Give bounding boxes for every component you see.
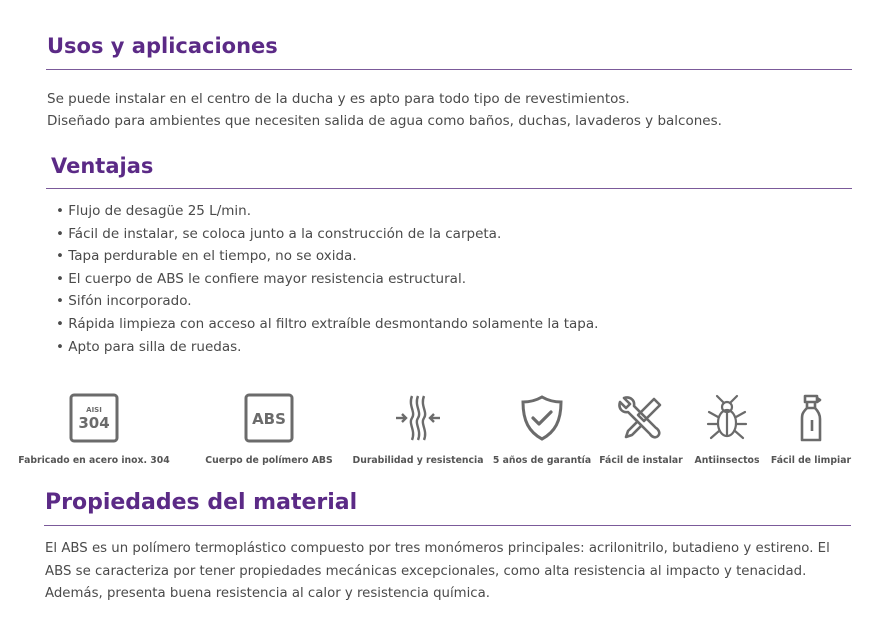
- feature-insects: [694, 393, 760, 466]
- features-row: [18, 393, 854, 473]
- material-line-3: Además, presenta buena resistencia al calor y resistencia química.: [45, 586, 490, 601]
- advantages-list: [56, 200, 856, 358]
- durability-icon: [393, 393, 443, 443]
- feature-warranty: [492, 393, 592, 466]
- uses-divider: [46, 69, 852, 70]
- feature-durability: [352, 393, 484, 466]
- feature-steel: [18, 393, 170, 466]
- badge-top: AISI: [86, 406, 102, 414]
- advantages-section: [51, 154, 851, 178]
- advantage-item: • El cuerpo de ABS le confiere mayor resistencia estructural.: [56, 268, 856, 291]
- advantage-item: • Rápida limpieza con acceso al filtro extraíble desmontando solamente la tapa.: [56, 313, 856, 336]
- steel-304-icon: [69, 393, 119, 443]
- spray-bottle-icon: [786, 393, 836, 443]
- bug-icon: [702, 393, 752, 443]
- feature-cleaning: [770, 393, 852, 466]
- feature-label: Fácil de instalar: [599, 455, 683, 466]
- material-section: [45, 490, 855, 515]
- badge-main: 304: [78, 414, 110, 432]
- feature-label: 5 años de garantía: [492, 455, 592, 466]
- feature-install: [599, 393, 683, 466]
- uses-line-2: Diseñado para ambientes que necesiten salida de agua como baños, duchas, lavaderos y balcones.: [47, 112, 722, 129]
- feature-label: Antiinsectos: [694, 455, 760, 466]
- tools-icon: [616, 393, 666, 443]
- abs-icon: [244, 393, 294, 443]
- material-title: Propiedades del material: [45, 490, 358, 515]
- advantage-item: • Fácil de instalar, se coloca junto a la construcción de la carpeta.: [56, 223, 856, 246]
- advantages-title: Ventajas: [51, 154, 154, 178]
- feature-abs: [205, 393, 333, 466]
- uses-body: [47, 89, 857, 132]
- feature-label: Durabilidad y resistencia: [352, 455, 484, 466]
- advantage-item: • Apto para silla de ruedas.: [56, 336, 856, 359]
- advantage-item: • Tapa perdurable en el tiempo, no se oxida.: [56, 245, 856, 268]
- shield-check-icon: [517, 393, 567, 443]
- material-divider: [44, 525, 851, 526]
- uses-line-1: Se puede instalar en el centro de la ducha y es apto para todo tipo de revestimientos.: [47, 91, 630, 107]
- feature-label: Fabricado en acero inox. 304: [18, 455, 170, 466]
- advantages-divider: [46, 188, 852, 189]
- advantages-body: [56, 200, 856, 358]
- material-line-1: El ABS es un polímero termoplástico compuesto por tres monómeros principales: acrilonitrilo, butadieno y estireno. El: [45, 541, 830, 556]
- advantage-item: • Flujo de desagüe 25 L/min.: [56, 200, 856, 223]
- feature-label: Cuerpo de polímero ABS: [205, 455, 333, 466]
- uses-title: Usos y aplicaciones: [47, 34, 278, 58]
- material-body: [45, 538, 860, 606]
- badge-main: ABS: [252, 410, 286, 428]
- feature-label: Fácil de limpiar: [770, 455, 852, 466]
- material-line-2: ABS se caracteriza por tener propiedades mecánicas excepcionales, como alta resistencia al impacto y tenacidad.: [45, 563, 807, 579]
- advantage-item: • Sifón incorporado.: [56, 290, 856, 313]
- uses-section: [47, 34, 852, 58]
